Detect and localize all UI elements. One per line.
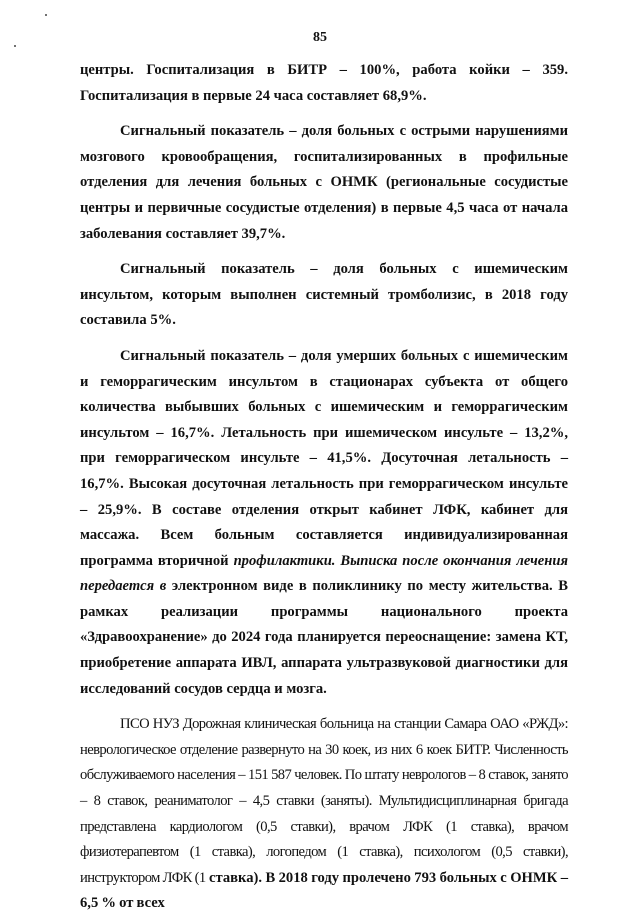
paragraph-signal-indicator-thrombolysis: Сигнальный показатель – доля больных с ишемическим инсультом, которым выполнен системный тромболизис, в 2018 году составила 5%. bbox=[80, 261, 568, 329]
paragraph-signal-indicator-mortality bbox=[80, 344, 568, 702]
paragraph-hospitalization: центры. Госпитализация в БИТР – 100%, работа койки – 359. Госпитализация в первые 24 часа составляет 68,9%. bbox=[80, 62, 568, 104]
paragraph-text: ПСО НУЗ Дорожная клиническая больница на станции Самара ОАО «РЖД»: неврологическое отделение развернуто на 30 коек, из них 6 коек БИТР. Численность обслуживаемого населения – 151 587 человек. По штату неврологов – 8 ставок, занято – 8 ставок, реаниматолог – 4,5 ставки (заняты). Мультидисциплинарная бригада представлена кардиологом (0,5 ставки), врачом ЛФК (1 ставка), врачом физиотерапевтом (1 ставка), логопедом (1 ставка), психологом (0,5 ставки), инструктором ЛФК (1 bbox=[80, 716, 568, 886]
body-text bbox=[80, 58, 568, 917]
paragraph-text: электронном виде в поликлинику по месту жительства. В рамках реализации программы национального проекта «Здравоохранение» до 2024 года планируется переоснащение: замена КТ, приобретение аппарата ИВЛ, аппарата ультразвуковой диагностики для исследований сосудов сердца и мозга. bbox=[80, 578, 568, 697]
paragraph-text: ставка). В 2018 году пролечено 793 больных с ОНМК – 6,5 % от всех bbox=[80, 869, 568, 912]
paragraph-signal-indicator-onmk: Сигнальный показатель – доля больных с острыми нарушениями мозгового кровообращения, госпитализированных в профильные отделения для лечения больных с ОНМК (региональные сосудистые центры и первичные сосудистые отделения) в первые 4,5 часа от начала заболевания составляет 39,7%. bbox=[80, 123, 568, 242]
paragraph-italic-text: профилактики. Выписка после окончания лечения передается в bbox=[80, 552, 568, 595]
paragraph-pso-nuz-hospital bbox=[80, 712, 568, 917]
paragraph-text: Сигнальный показатель – доля умерших больных с ишемическим и геморрагическим инсультом в стационарах субъекта от общего количества выбывших больных с ишемическим и геморрагическим инсультом – 16,7%. Летальность при ишемическом инсульте – 13,2%, при геморрагическом инсульте – 41,5%. Досуточная летальность – 16,7%. Высокая досуточная летальность при геморрагическом инсульте – 25,9%. В составе отделения открыт кабинет ЛФК, кабинет для массажа. Всем больным составляется индивидуализированная программа вторичной bbox=[80, 347, 568, 569]
scan-speck bbox=[45, 14, 47, 16]
page-number: 85 bbox=[313, 30, 327, 45]
